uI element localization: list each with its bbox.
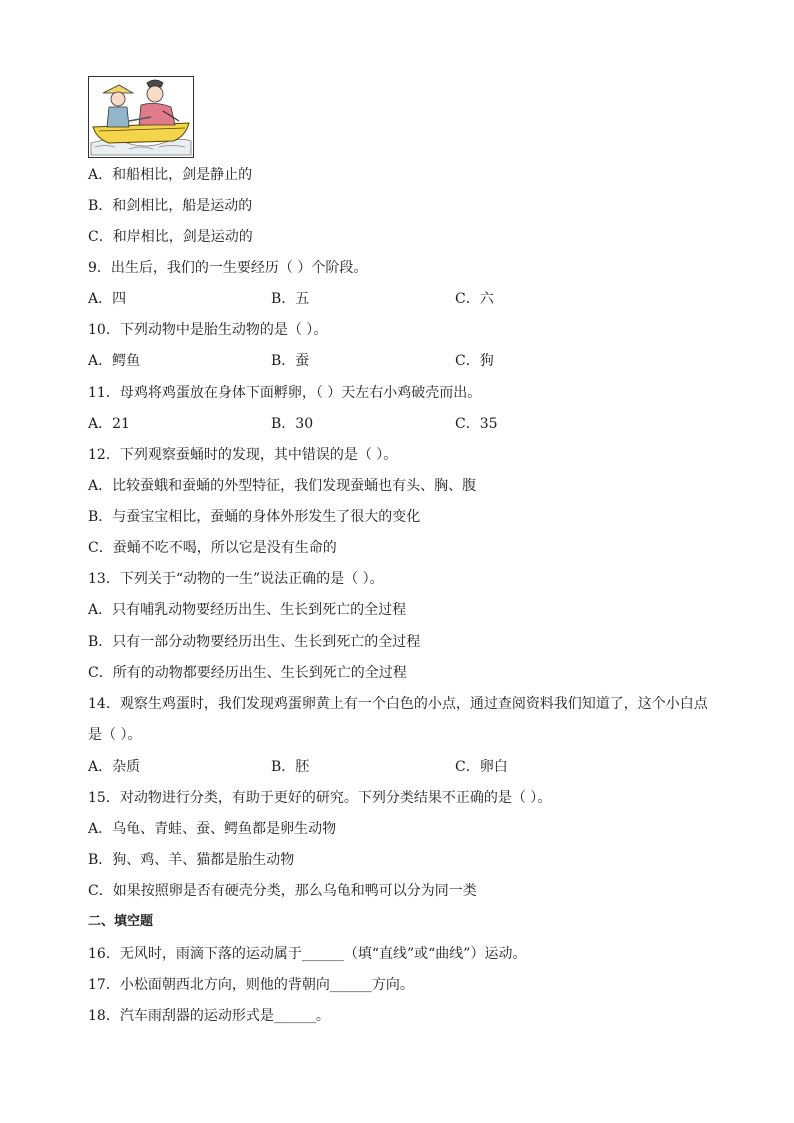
q9-option-b: B．五 — [271, 291, 310, 307]
q8-option-c: C．和岸相比，剑是运动的 — [88, 229, 253, 245]
q12-option-c: C．蚕蛹不吃不喝，所以它是没有生命的 — [88, 540, 337, 556]
q17-stem: 17．小松面朝西北方向，则他的背朝向______方向。 — [88, 977, 414, 993]
q8-option-b: B．和剑相比，船是运动的 — [88, 198, 253, 214]
q9-option-c: C．六 — [455, 291, 494, 307]
q9-option-a: A．四 — [88, 291, 127, 307]
q11-option-a: A．21 — [88, 416, 130, 432]
q15-stem: 15．对动物进行分类，有助于更好的研究。下列分类结果不正确的是（ ）。 — [88, 790, 552, 806]
q14-stem-line2: 是（ ）。 — [88, 727, 142, 743]
q14-option-a: A．杂质 — [88, 759, 141, 775]
q11-stem: 11．母鸡将鸡蛋放在身体下面孵卵，（ ）天左右小鸡破壳而出。 — [88, 385, 482, 401]
q12-option-a: A．比较蚕蛾和蚕蛹的外型特征，我们发现蚕蛹也有头、胸、腹 — [88, 478, 477, 494]
q10-option-c: C．狗 — [455, 353, 494, 369]
q13-stem: 13．下列关于“动物的一生”说法正确的是（ ）。 — [88, 571, 384, 587]
q10-option-a: A．鳄鱼 — [88, 353, 141, 369]
q11-option-c: C．35 — [455, 416, 498, 432]
q16-stem: 16．无风时，雨滴下落的运动属于______（填“直线”或“曲线”）运动。 — [88, 946, 527, 962]
q14-stem-line1: 14．观察生鸡蛋时，我们发现鸡蛋卵黄上有一个白色的小点，通过查阅资料我们知道了，这个小白点 — [88, 696, 708, 712]
q10-stem: 10．下列动物中是胎生动物的是（ ）。 — [88, 322, 328, 338]
q13-option-b: B．只有一部分动物要经历出生、生长到死亡的全过程 — [88, 634, 421, 650]
q15-option-a: A．乌龟、青蛙、蚕、鳄鱼都是卵生动物 — [88, 821, 337, 837]
q14-option-b: B．胚 — [271, 759, 310, 775]
q10-option-b: B．蚕 — [271, 353, 310, 369]
q15-option-c: C．如果按照卵是否有硬壳分类，那么乌龟和鸭可以分为同一类 — [88, 883, 477, 899]
boat-illustration — [88, 76, 194, 158]
q18-stem: 18．汽车雨刮器的运动形式是______。 — [88, 1008, 330, 1024]
q13-option-a: A．只有哺乳动物要经历出生、生长到死亡的全过程 — [88, 602, 407, 618]
section-heading-fill-in: 二、填空题 — [88, 914, 154, 929]
q14-option-c: C．卵白 — [455, 759, 508, 775]
q12-option-b: B．与蚕宝宝相比，蚕蛹的身体外形发生了很大的变化 — [88, 509, 421, 525]
q15-option-b: B．狗、鸡、羊、猫都是胎生动物 — [88, 852, 295, 868]
q12-stem: 12．下列观察蚕蛹时的发现，其中错误的是（ ）。 — [88, 447, 398, 463]
q8-option-a: A．和船相比，剑是静止的 — [88, 167, 253, 183]
q9-stem: 9．出生后，我们的一生要经历（ ）个阶段。 — [88, 260, 368, 276]
q11-option-b: B．30 — [271, 416, 314, 432]
q13-option-c: C．所有的动物都要经历出生、生长到死亡的全过程 — [88, 665, 407, 681]
boat-scene-icon — [89, 77, 193, 157]
